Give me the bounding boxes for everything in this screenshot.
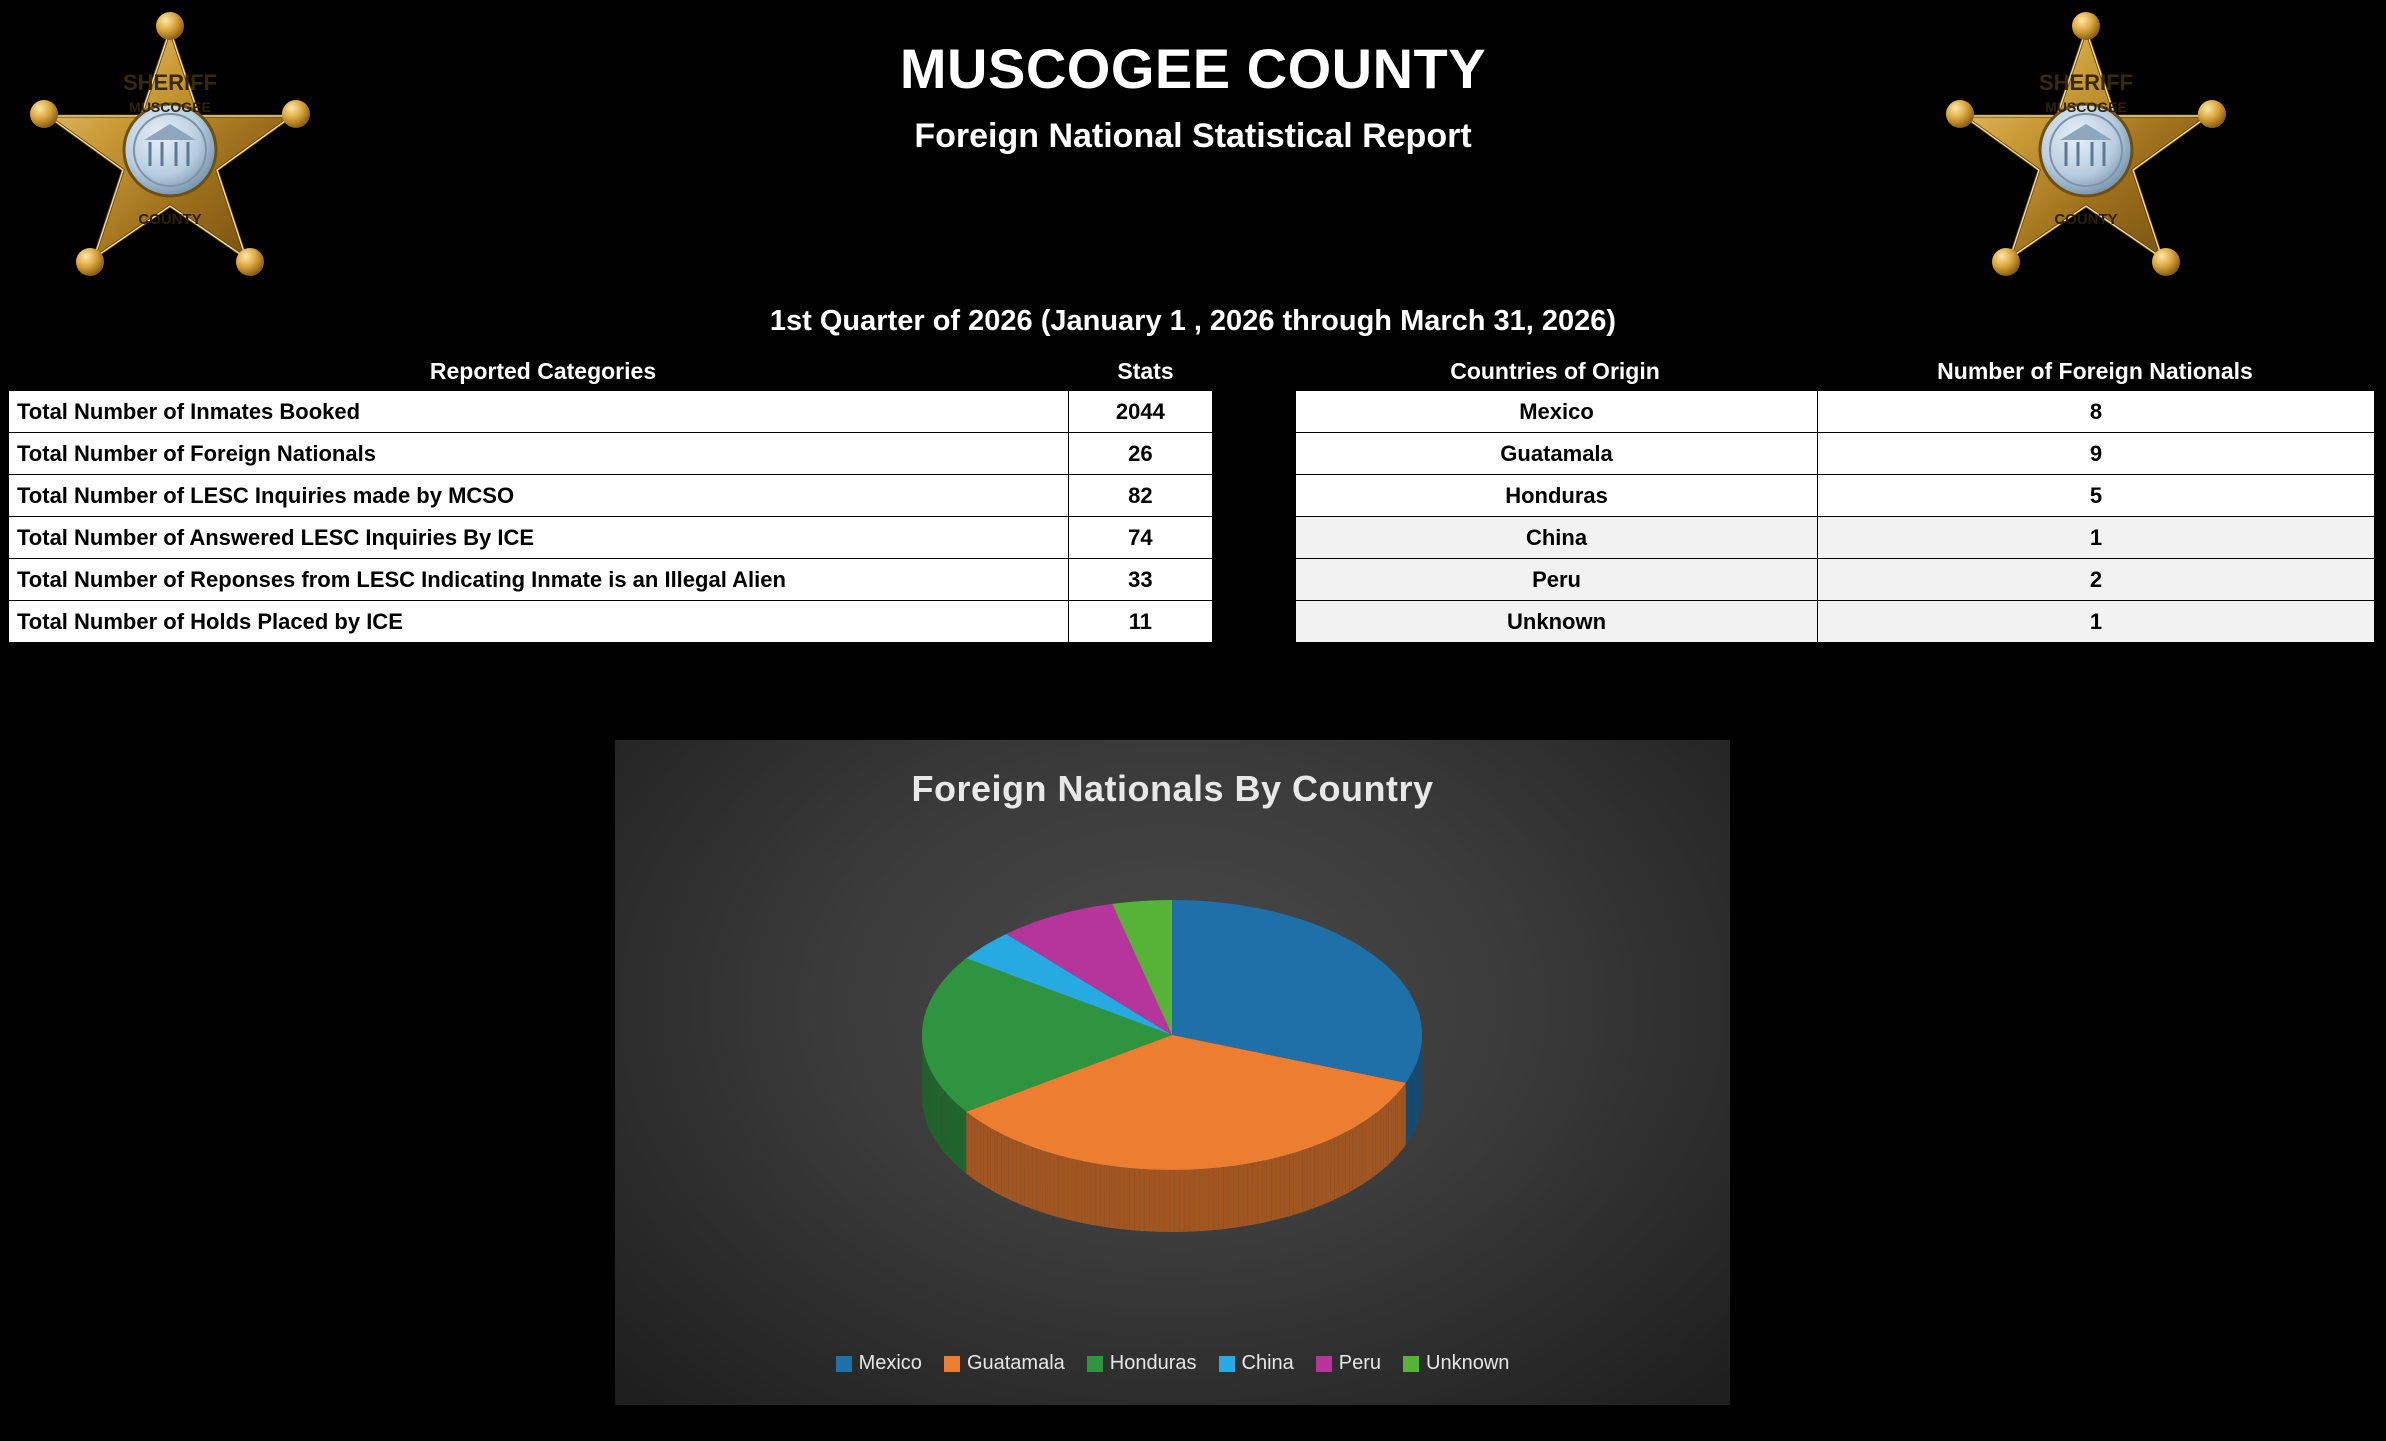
title-block: [0, 37, 2386, 156]
legend-swatch-icon: [944, 1356, 960, 1372]
header-number-of-foreign-nationals: Number of Foreign Nationals: [1937, 358, 2253, 384]
table-row: [9, 433, 1213, 475]
badge-text-sheriff: SHERIFF: [122, 70, 218, 95]
header-stats: Stats: [1117, 358, 1174, 384]
cell-country: Peru: [1296, 559, 1818, 601]
table-row: [1296, 559, 2375, 601]
tables-section: [0, 358, 2386, 658]
badge-text-county: COUNTY: [138, 211, 202, 228]
cell-count: 1: [1818, 517, 2375, 559]
cell-count: 5: [1818, 475, 2375, 517]
badge-text-county: COUNTY: [2054, 211, 2118, 228]
badge-text-sheriff: SHERIFF: [2038, 70, 2134, 95]
cell-count: 9: [1818, 433, 2375, 475]
legend-item-peru: [1316, 1352, 1381, 1375]
table-row: [1296, 601, 2375, 643]
legend-label: Mexico: [858, 1352, 922, 1374]
page-subtitle: Foreign National Statistical Report: [914, 116, 1472, 155]
header-countries-of-origin: Countries of Origin: [1450, 358, 1660, 384]
cell-category: Total Number of LESC Inquiries made by MCSO: [9, 475, 1069, 517]
legend-label: Unknown: [1426, 1352, 1510, 1374]
table-row: [1296, 391, 2375, 433]
table-row: [1296, 475, 2375, 517]
pie-chart: [615, 820, 1730, 1320]
cell-count: 2: [1818, 559, 2375, 601]
chart-legend: [615, 1352, 1730, 1375]
pie-chart-panel: [615, 740, 1730, 1405]
table-row: [9, 391, 1213, 433]
table-row: [9, 559, 1213, 601]
legend-label: Honduras: [1109, 1352, 1197, 1374]
cell-category: Total Number of Reponses from LESC Indicating Inmate is an Illegal Alien: [9, 559, 1069, 601]
cell-count: 1: [1818, 601, 2375, 643]
legend-item-guatamala: [944, 1352, 1065, 1375]
cell-category: Total Number of Answered LESC Inquiries By ICE: [9, 517, 1069, 559]
legend-item-unknown: [1403, 1352, 1509, 1375]
countries-of-origin-table: [1295, 390, 2375, 643]
badge-text-muscogee: MUSCOGEE: [2045, 99, 2127, 115]
cell-category: Total Number of Inmates Booked: [9, 391, 1069, 433]
legend-swatch-icon: [836, 1356, 852, 1372]
cell-stat: 2044: [1068, 391, 1212, 433]
reported-categories-headers: [8, 358, 1213, 390]
page-title: MUSCOGEE COUNTY: [899, 37, 1487, 100]
cell-country: Unknown: [1296, 601, 1818, 643]
table-row: [9, 601, 1213, 643]
cell-count: 8: [1818, 391, 2375, 433]
cell-stat: 82: [1068, 475, 1212, 517]
table-row: [9, 517, 1213, 559]
table-row: [9, 475, 1213, 517]
legend-swatch-icon: [1219, 1356, 1235, 1372]
cell-country: Honduras: [1296, 475, 1818, 517]
legend-swatch-icon: [1316, 1356, 1332, 1372]
cell-category: Total Number of Holds Placed by ICE: [9, 601, 1069, 643]
cell-stat: 11: [1068, 601, 1212, 643]
badge-text-muscogee: MUSCOGEE: [129, 99, 211, 115]
legend-label: China: [1241, 1352, 1294, 1374]
legend-label: Peru: [1338, 1352, 1382, 1374]
legend-item-china: [1219, 1352, 1294, 1375]
cell-stat: 26: [1068, 433, 1212, 475]
countries-of-origin-table-wrap: [1295, 358, 2375, 643]
header-reported-categories: Reported Categories: [429, 358, 657, 384]
legend-label: Guatamala: [966, 1352, 1065, 1374]
legend-swatch-icon: [1403, 1356, 1419, 1372]
cell-category: Total Number of Foreign Nationals: [9, 433, 1069, 475]
reporting-period: 1st Quarter of 2026 (January 1 , 2026 through March 31, 2026): [769, 305, 1617, 337]
reported-categories-table: [8, 390, 1213, 643]
report-header: [0, 0, 2386, 337]
cell-country: China: [1296, 517, 1818, 559]
countries-of-origin-headers: [1295, 358, 2375, 390]
cell-country: Mexico: [1296, 391, 1818, 433]
legend-item-mexico: [836, 1352, 922, 1375]
legend-swatch-icon: [1087, 1356, 1103, 1372]
table-row: [1296, 517, 2375, 559]
legend-item-honduras: [1087, 1352, 1197, 1375]
chart-title: Foreign Nationals By Country: [911, 768, 1434, 809]
cell-country: Guatamala: [1296, 433, 1818, 475]
cell-stat: 33: [1068, 559, 1212, 601]
table-row: [1296, 433, 2375, 475]
reported-categories-table-wrap: [8, 358, 1213, 643]
cell-stat: 74: [1068, 517, 1212, 559]
